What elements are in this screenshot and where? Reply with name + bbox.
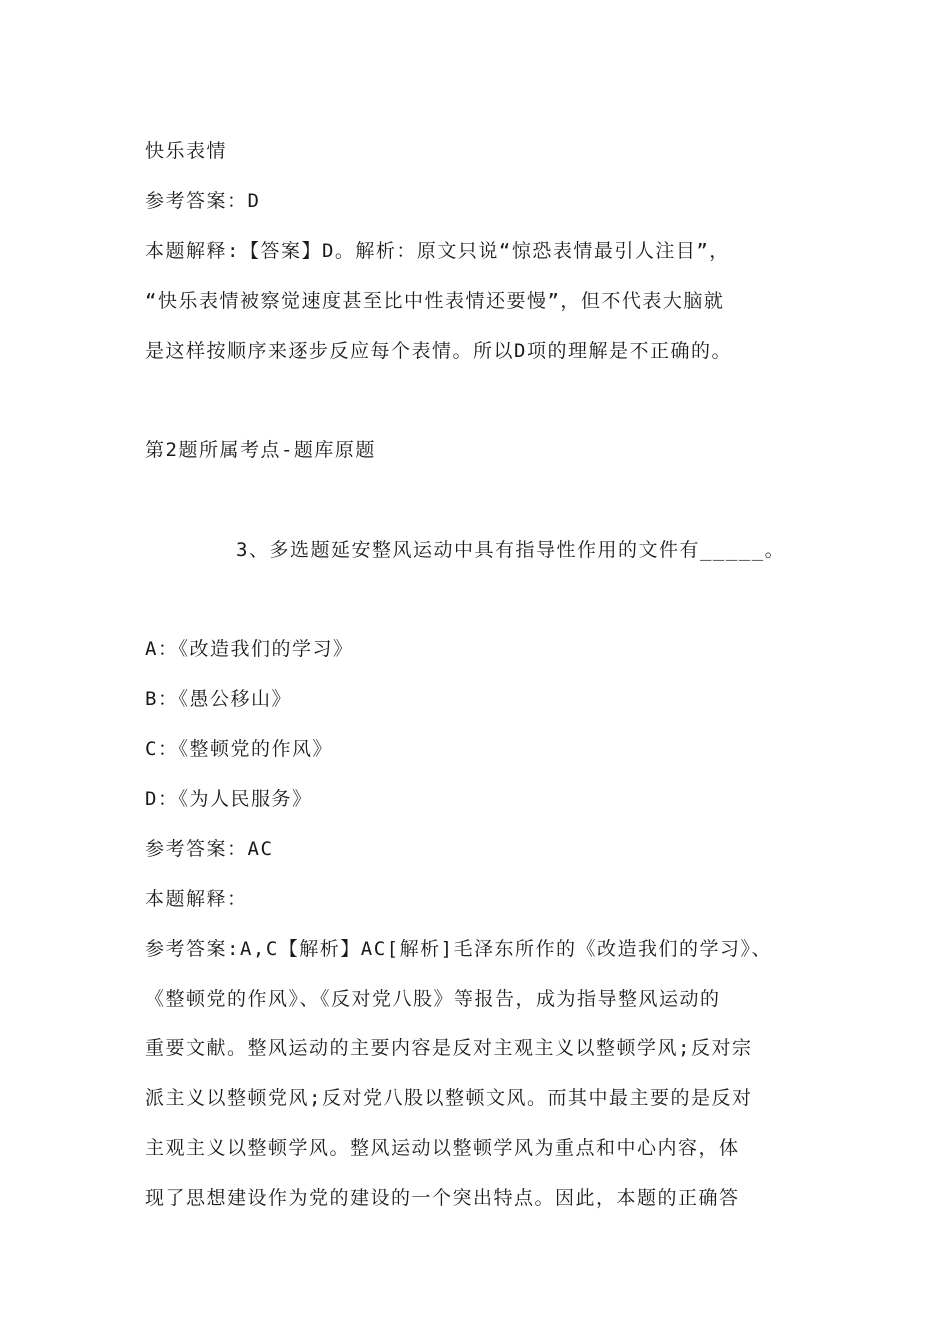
option-b: B：《愚公移山》	[145, 688, 292, 710]
explanation-line-2: 《整顿党的作风》、《反对党八股》等报告，成为指导整风运动的	[145, 988, 721, 1010]
topic-label: 第2题所属考点-题库原题	[145, 439, 376, 461]
option-a: A：《改造我们的学习》	[145, 638, 354, 660]
explanation-label: 本题解释：	[145, 888, 248, 910]
explanation-line-1: 参考答案:A,C【解析】AC[解析]毛泽东所作的《改造我们的学习》、	[145, 938, 773, 960]
prev-explanation-line-2: “快乐表情被察觉速度甚至比中性表情还要慢”，但不代表大脑就	[145, 290, 725, 312]
option-d: D：《为人民服务》	[145, 788, 313, 810]
option-c: C：《整顿党的作风》	[145, 738, 333, 760]
explanation-line-3: 重要文献。整风运动的主要内容是反对主观主义以整顿学风;反对宗	[145, 1037, 753, 1059]
explanation-line-6: 现了思想建设作为党的建设的一个突出特点。因此，本题的正确答	[145, 1187, 740, 1209]
answer-line: 参考答案：AC	[145, 838, 274, 860]
question-stem: 3、多选题延安整风运动中具有指导性作用的文件有_____。	[236, 539, 786, 561]
prev-option-tail: 快乐表情	[145, 140, 228, 162]
explanation-line-5: 主观主义以整顿学风。整风运动以整顿学风为重点和中心内容，体	[145, 1137, 740, 1159]
prev-answer: 参考答案：D	[145, 190, 261, 212]
prev-explanation-line-3: 是这样按顺序来逐步反应每个表情。所以D项的理解是不正确的。	[145, 340, 732, 362]
explanation-line-4: 派主义以整顿党风;反对党八股以整顿文风。而其中最主要的是反对	[145, 1087, 753, 1109]
prev-explanation-line-1: 本题解释:【答案】D。解析：原文只说“惊恐表情最引人注目”，	[145, 240, 730, 262]
